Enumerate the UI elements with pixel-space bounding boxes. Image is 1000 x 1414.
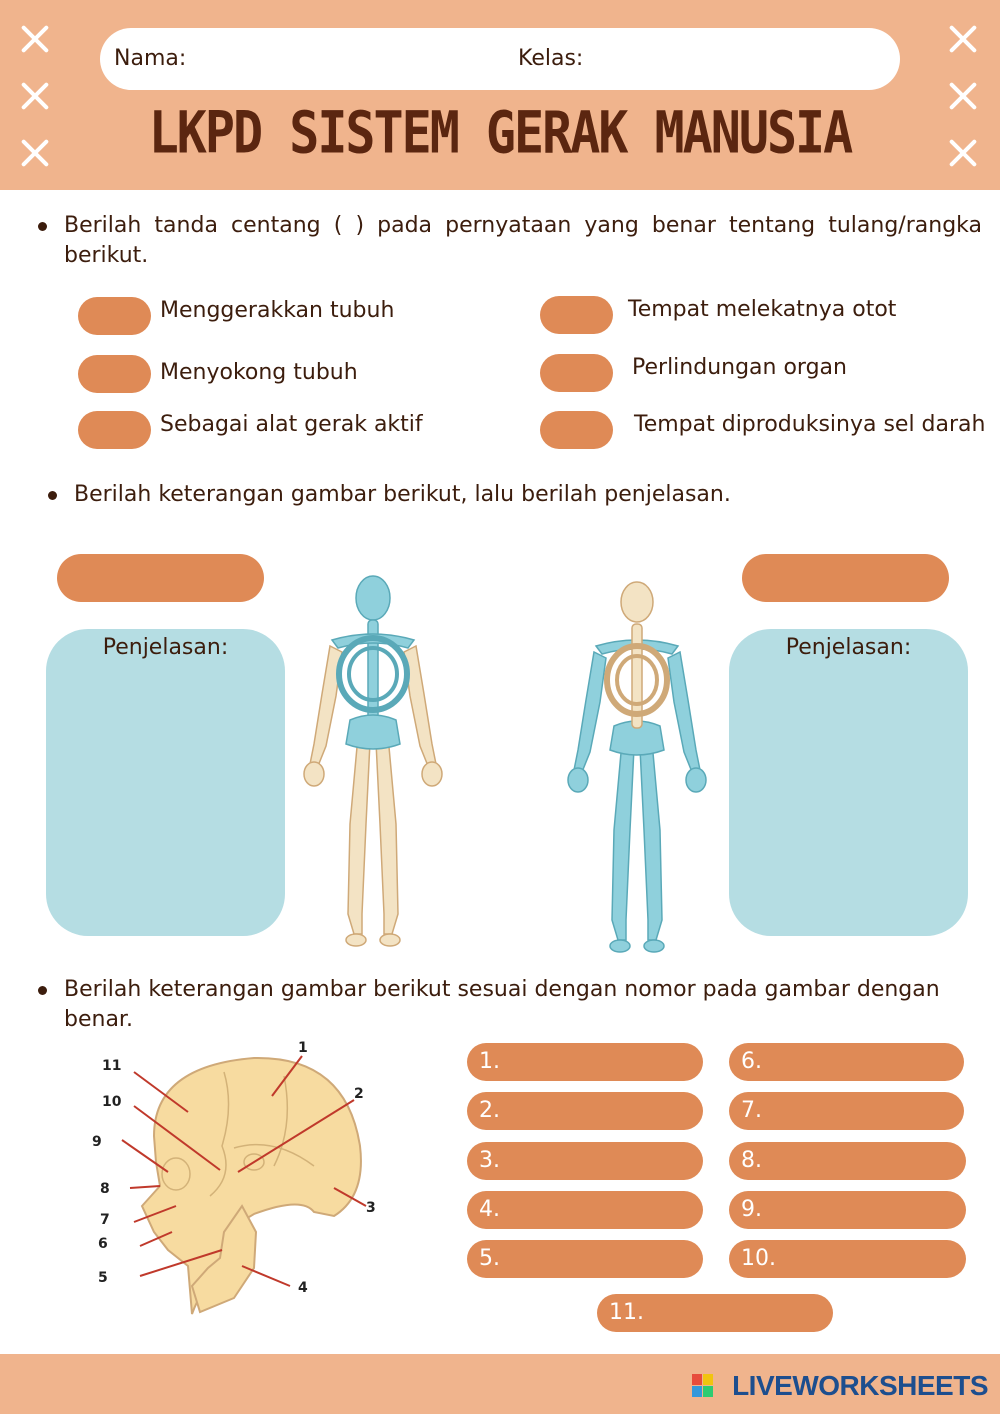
skull-number: 10 — [102, 1094, 122, 1110]
explanation-label: Penjelasan: — [102, 635, 229, 660]
cross-icon — [948, 24, 978, 54]
bullet-icon — [38, 986, 47, 995]
skull-image — [84, 1036, 404, 1322]
checkbox-option-3[interactable] — [78, 411, 151, 449]
liveworksheets-logo-icon — [692, 1374, 714, 1398]
liveworksheets-brand[interactable]: LIVEWORKSHEETS — [732, 1370, 988, 1401]
label-input-left[interactable] — [57, 554, 264, 602]
answer-number: 2. — [479, 1098, 500, 1123]
answer-field-9[interactable] — [729, 1191, 966, 1229]
bullet-icon — [38, 222, 47, 231]
checkbox-option-2[interactable] — [78, 355, 151, 393]
checkbox-option-1[interactable] — [78, 297, 151, 335]
appendicular-skeleton-image — [560, 580, 714, 956]
answer-field-5[interactable] — [467, 1240, 703, 1278]
answer-field-7[interactable] — [729, 1092, 964, 1130]
answer-field-1[interactable] — [467, 1043, 703, 1081]
skull-diagram — [84, 1036, 404, 1322]
checkbox-option-6[interactable] — [540, 411, 613, 449]
answer-number: 3. — [479, 1148, 500, 1173]
explanation-box-right[interactable] — [729, 629, 968, 936]
answer-number: 9. — [741, 1197, 762, 1222]
answer-field-10[interactable] — [729, 1240, 966, 1278]
answer-field-3[interactable] — [467, 1142, 703, 1180]
option-label-6: Tempat diproduksinya sel darah — [634, 412, 986, 437]
section3-instruction: Berilah keterangan gambar berikut sesuai dengan nomor pada gambar dengan benar. — [64, 977, 940, 1032]
header-banner — [0, 0, 1000, 190]
name-class-field[interactable] — [100, 28, 900, 90]
answer-number: 1. — [479, 1049, 500, 1074]
answer-number: 11. — [609, 1300, 644, 1325]
answer-field-2[interactable] — [467, 1092, 703, 1130]
answer-field-11[interactable] — [597, 1294, 833, 1332]
footer-bar — [0, 1354, 1000, 1414]
skull-number: 2 — [354, 1086, 364, 1102]
option-label-1: Menggerakkan tubuh — [160, 298, 395, 323]
answer-number: 4. — [479, 1197, 500, 1222]
answer-field-6[interactable] — [729, 1043, 964, 1081]
cross-icon — [20, 24, 50, 54]
answer-field-4[interactable] — [467, 1191, 703, 1229]
answer-number: 7. — [741, 1098, 762, 1123]
explanation-box-left[interactable] — [46, 629, 285, 936]
skull-number: 9 — [92, 1134, 102, 1150]
class-label: Kelas: — [518, 46, 584, 71]
skull-number: 3 — [366, 1200, 376, 1216]
name-label: Nama: — [114, 46, 187, 71]
section2-instruction: Berilah keterangan gambar berikut, lalu berilah penjelasan. — [74, 482, 731, 507]
skull-number: 8 — [100, 1181, 110, 1197]
answer-number: 5. — [479, 1246, 500, 1271]
explanation-label: Penjelasan: — [785, 635, 912, 660]
skull-number: 5 — [98, 1270, 108, 1286]
option-label-4: Tempat melekatnya otot — [628, 297, 897, 322]
checkbox-option-5[interactable] — [540, 354, 613, 392]
section1-instruction: Berilah tanda centang ( ) pada pernyataan yang benar tentang tulang/rangka berikut. — [64, 213, 982, 268]
option-label-3: Sebagai alat gerak aktif — [160, 412, 423, 437]
axial-skeleton-image — [296, 574, 450, 950]
checkbox-option-4[interactable] — [540, 296, 613, 334]
option-label-5: Perlindungan organ — [632, 355, 847, 380]
skull-number: 6 — [98, 1236, 108, 1252]
label-input-right[interactable] — [742, 554, 949, 602]
answer-field-8[interactable] — [729, 1142, 966, 1180]
bullet-icon — [48, 491, 57, 500]
answer-number: 6. — [741, 1049, 762, 1074]
skull-number: 7 — [100, 1212, 110, 1228]
skull-number: 11 — [102, 1058, 122, 1074]
page-title: LKPD SISTEM GERAK MANUSIA — [148, 99, 852, 167]
option-label-2: Menyokong tubuh — [160, 360, 358, 385]
skull-number: 4 — [298, 1280, 308, 1296]
answer-number: 10. — [741, 1246, 776, 1271]
skull-number: 1 — [298, 1040, 308, 1056]
answer-number: 8. — [741, 1148, 762, 1173]
